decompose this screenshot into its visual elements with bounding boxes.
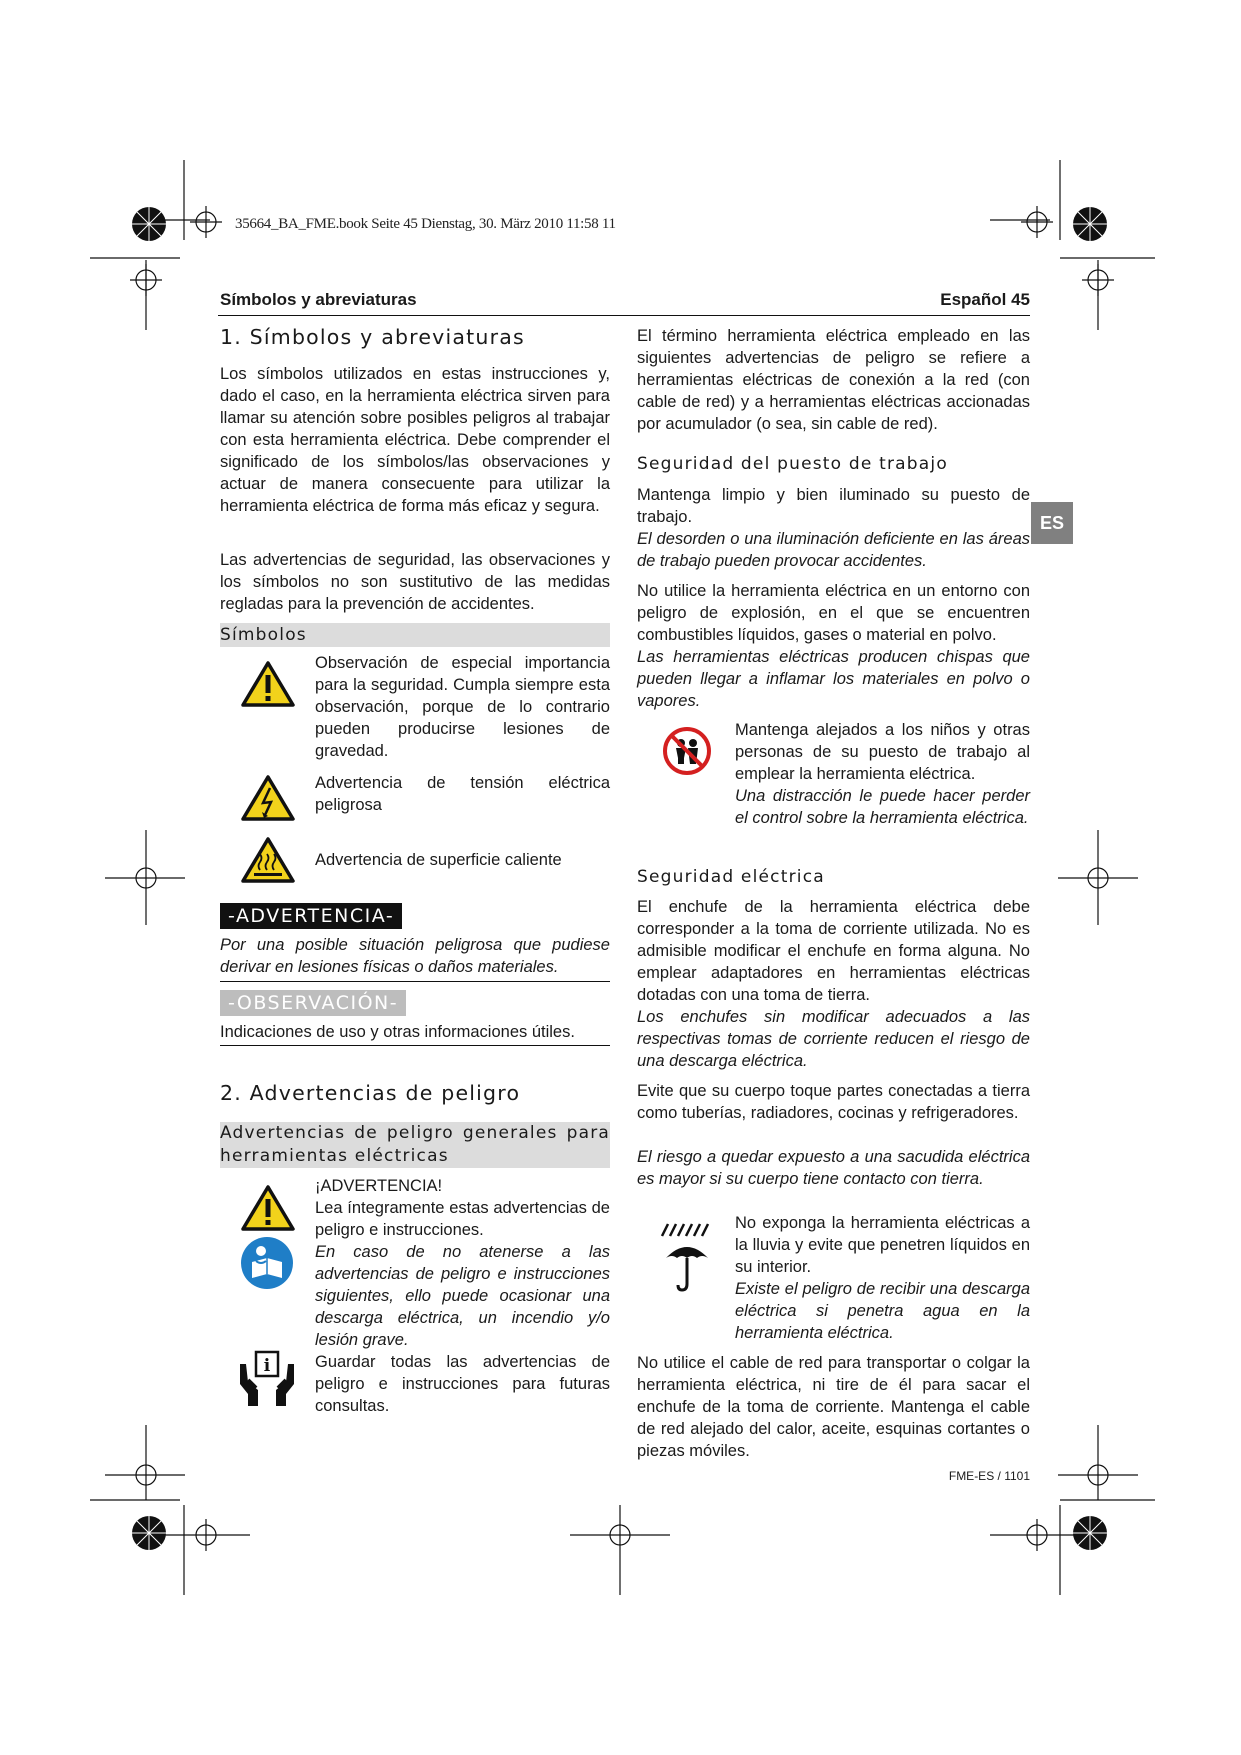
read-instructions-consequence-text: En caso de no atenerse a las advertencias de peligro e instrucciones siguientes, ello puede ocasionar una descarga eléctrica, un incendio y/o lesión grave. — [315, 1243, 610, 1349]
plug-match-text: El enchufe de la herramienta eléctrica debe corresponder a la toma de corriente utilizada. No es admisible modificar el enchufe en forma alguna. No emplear adaptadores en herramientas eléctricas dotadas con una toma de tierra. — [637, 898, 1030, 1004]
explosive-environment-reason-text: Las herramientas eléctricas producen chispas que pueden llegar a inflamar los materiales en polvo o vapores. — [637, 648, 1030, 710]
cable-handling-text: No utilice el cable de red para transportar o colgar la herramienta eléctrica, ni tire de él para sacar el enchufe de la toma de corriente. Mantenga el cable de red alejado del calor, aceite, esquinas cortantes o piezas móviles. — [637, 1354, 1030, 1460]
keep-children-away-text: Mantenga alejados a los niños y otras personas de su puesto de trabajo al emplear la herramienta eléctrica. — [735, 721, 1030, 783]
general-warnings-subheading: Advertencias de peligro generales para herramientas eléctricas — [220, 1123, 610, 1166]
print-slug: 35664_BA_FME.book Seite 45 Dienstag, 30. März 2010 11:58 11 — [235, 216, 616, 232]
electric-voltage-warning-icon — [240, 774, 296, 822]
warning-label: -ADVERTENCIA- — [220, 903, 402, 929]
symbol-voltage-text: Advertencia de tensión eléctrica peligrosa — [315, 774, 610, 814]
language-tab: ES — [1031, 502, 1073, 544]
symbols-intro-paragraph: Los símbolos utilizados en estas instrucciones y, dado el caso, en la herramienta eléctrica sirven para llamar su atención sobre posibles peligros al trabajar con esta herramienta eléctrica. Debe comprender el significado de los símbolos/las observaciones y actuar de manera consecuente para utilizar la herramienta eléctrica de forma más eficaz y segura. — [220, 365, 610, 515]
warning-rule — [220, 981, 610, 982]
read-manual-icon — [240, 1236, 294, 1290]
keep-children-away-reason-text: Una distracción le puede hacer perder el control sobre la herramienta eléctrica. — [735, 787, 1030, 827]
note-label: -OBSERVACIÓN- — [220, 990, 406, 1016]
warning-definition-text: Por una posible situación peligrosa que pudiese derivar en lesiones físicas o daños materiales. — [220, 936, 610, 976]
workplace-safety-subheading: Seguridad del puesto de trabajo — [637, 454, 948, 474]
keep-instructions-icon — [238, 1350, 296, 1408]
symbol-hot-surface-text: Advertencia de superficie caliente — [315, 851, 562, 869]
umbrella-rain-icon — [660, 1222, 714, 1294]
svg-text:i: i — [263, 1356, 271, 1376]
workplace-clean-text: Mantenga limpio y bien iluminado su puesto de trabajo. — [637, 486, 1030, 526]
symbols-disclaimer-paragraph: Las advertencias de seguridad, las observaciones y los símbolos no son sustitutivo de las medidas regladas para la prevención de accidentes. — [220, 551, 610, 613]
keep-instructions-text: Guardar todas las advertencias de peligro e instrucciones para futuras consultas. — [315, 1353, 610, 1415]
keep-children-away-icon — [662, 726, 712, 776]
general-warning-icon — [240, 1184, 296, 1232]
note-rule — [220, 1045, 610, 1046]
read-instructions-text: Lea íntegramente estas advertencias de peligro e instrucciones. — [315, 1199, 610, 1239]
earthed-surfaces-reason-text: El riesgo a quedar expuesto a una sacudida eléctrica es mayor si su cuerpo tiene contacto con tierra. — [637, 1148, 1030, 1188]
note-definition-text: Indicaciones de uso y otras informaciones útiles. — [220, 1023, 575, 1041]
footer-code: FME-ES / 1101 — [948, 1469, 1030, 1483]
symbol-safety-note-text: Observación de especial importancia para la seguridad. Cumpla siempre esta observación, porque de lo contrario pueden producirse lesiones de gravedad. — [315, 654, 610, 760]
running-header-page: Español 45 — [940, 290, 1030, 309]
workplace-clean-reason-text: El desorden o una iluminación deficiente en las áreas de trabajo pueden provocar accidentes. — [637, 530, 1030, 570]
general-warning-icon — [240, 660, 296, 708]
rain-exposure-reason-text: Existe el peligro de recibir una descarga eléctrica si penetra agua en la herramienta eléctrica. — [735, 1280, 1030, 1342]
explosive-environment-text: No utilice la herramienta eléctrica en un entorno con peligro de explosión, en el que se encuentren combustibles líquidos, gases o material en polvo. — [637, 582, 1030, 644]
section-2-heading: 2. Advertencias de peligro — [220, 1081, 521, 1105]
rain-exposure-text: No exponga la herramienta eléctricas a la lluvia y evite que penetren líquidos en su interior. — [735, 1214, 1030, 1276]
symbols-subheading: Símbolos — [220, 623, 610, 647]
earthed-surfaces-text: Evite que su cuerpo toque partes conectadas a tierra como tuberías, radiadores, cocinas y refrigeradores. — [637, 1082, 1030, 1122]
running-header-section: Símbolos y abreviaturas — [220, 290, 417, 309]
electrical-safety-subheading: Seguridad eléctrica — [637, 867, 825, 887]
power-tool-definition-paragraph: El término herramienta eléctrica empleado en las siguientes advertencias de peligro se refiere a herramientas eléctricas de conexión a la red (con cable de red) y a herramientas eléctricas accionadas por acumulador (o sea, sin cable de red). — [637, 327, 1030, 433]
hot-surface-warning-icon — [240, 836, 296, 884]
section-1-heading: 1. Símbolos y abreviaturas — [220, 325, 525, 349]
header-rule — [218, 315, 1030, 316]
plug-match-reason-text: Los enchufes sin modificar adecuados a las respectivas tomas de corriente reducen el riesgo de una descarga eléctrica. — [637, 1008, 1030, 1070]
warning-heading-text: ¡ADVERTENCIA! — [315, 1177, 443, 1195]
